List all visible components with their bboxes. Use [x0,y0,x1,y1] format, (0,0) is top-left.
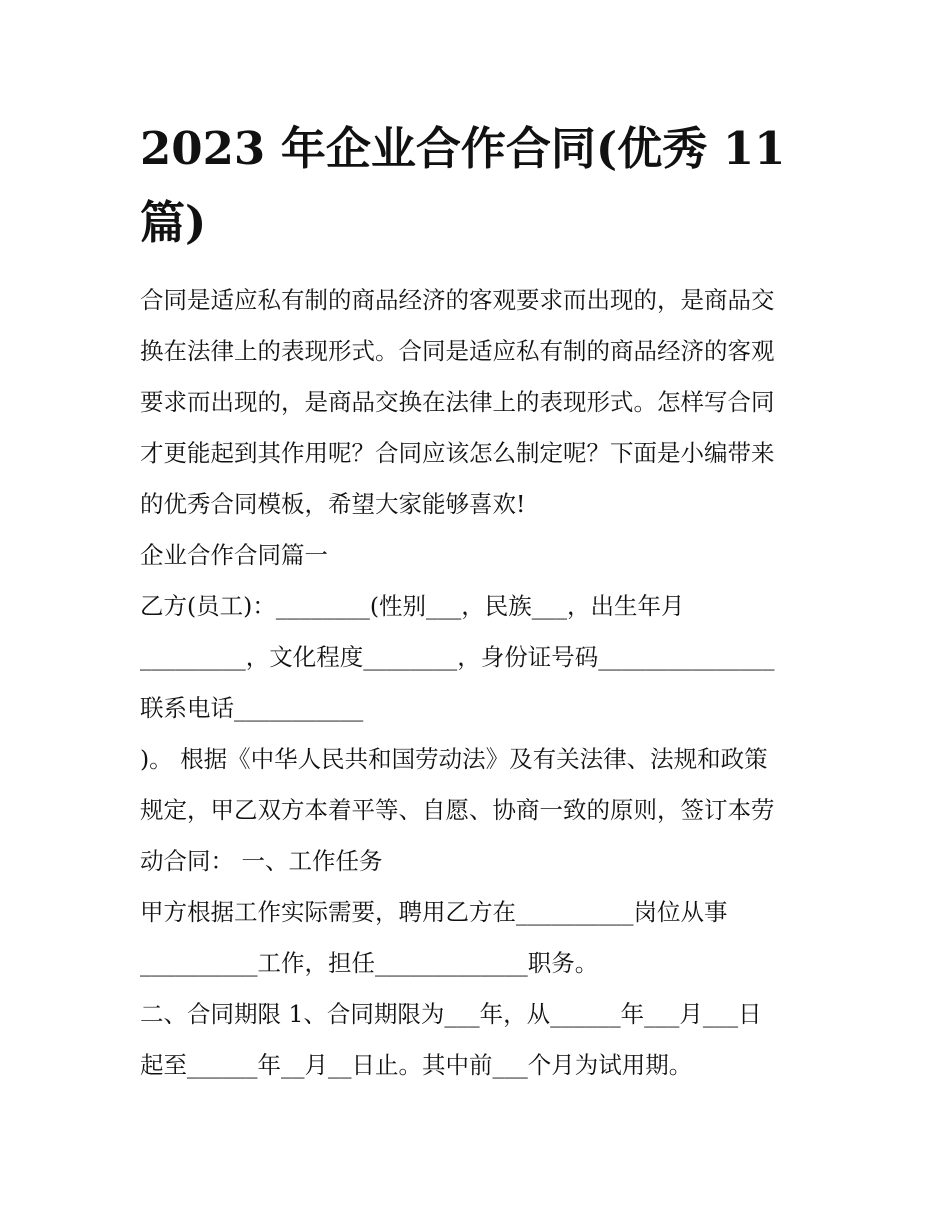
term-line-2: 起至______年__月__日止。其中前___个月为试用期。 [140,1051,693,1079]
party-b-line-1: 乙方(员工)：________(性别___，民族___，出生年月 [140,592,685,620]
title-line-1: 2023 年企业合作合同(优秀 11 [140,122,786,175]
term-line-1: 二、合同期限 1、合同期限为___年，从______年___月___日 [140,1000,762,1028]
intro-line-5: 的优秀合同模板，希望大家能够喜欢! [140,490,526,518]
basis-line-3: 动合同： 一、工作任务 [140,847,383,875]
document-body [140,275,820,1091]
basis-line-2: 规定，甲乙双方本着平等、自愿、协商一致的原则，签订本劳 [140,796,775,824]
intro-line-1: 合同是适应私有制的商品经济的客观要求而出现的，是商品交 [140,286,775,314]
intro-line-2: 换在法律上的表现形式。合同是适应私有制的商品经济的客观 [140,337,775,365]
party-b-line-3: 联系电话___________ [140,694,364,722]
document-title [140,112,820,260]
section-heading: 企业合作合同篇一 [140,541,328,569]
title-line-2: 篇) [140,196,207,249]
party-b-line-2: _________，文化程度________，身份证号码_______________ [140,643,775,671]
intro-line-3: 要求而出现的，是商品交换在法律上的表现形式。怎样写合同 [140,388,775,416]
basis-line-1: )。 根据《中华人民共和国劳动法》及有关法律、法规和政策 [140,745,768,773]
task-line-2: __________工作，担任_____________职务。 [140,949,599,977]
task-line-1: 甲方根据工作实际需要，聘用乙方在__________岗位从事 [140,898,728,926]
intro-line-4: 才更能起到其作用呢？合同应该怎么制定呢？下面是小编带来 [140,439,775,467]
